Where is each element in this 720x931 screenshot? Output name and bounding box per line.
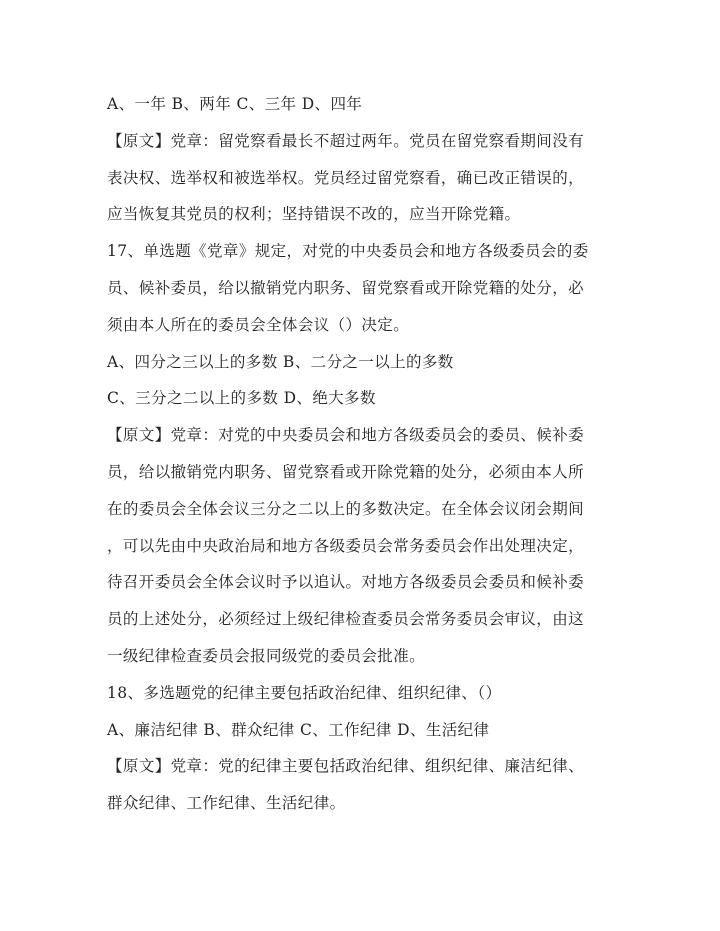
q17-options-line-1: A、四分之三以上的多数 B、二分之一以上的多数 <box>107 352 454 371</box>
q17-options-line-2: C、三分之二以上的多数 D、绝大多数 <box>107 389 376 408</box>
q17-question-line-1: 17、单选题《党章》规定，对党的中央委员会和地方各级委员会的委 <box>107 242 589 261</box>
document-body <box>107 86 607 822</box>
q17-source-line-7: 一级纪律检查委员会报同级党的委员会批准。 <box>107 646 426 665</box>
q16-source-line-2: 表决权、选举权和被选举权。党员经过留党察看，确已改正错误的， <box>107 168 585 187</box>
q17-source-line-3: 在的委员会全体会议三分之二以上的多数决定。在全体会议闭会期间 <box>107 499 585 518</box>
q17-question-line-2: 员、候补委员，给以撤销党内职务、留党察看或开除党籍的处分，必 <box>107 278 585 297</box>
q17-question-line-3: 须由本人所在的委员会全体会议（）决定。 <box>107 315 410 334</box>
q18-question-line: 18、多选题党的纪律主要包括政治纪律、组织纪律、（） <box>107 683 502 702</box>
q18-options-line: A、廉洁纪律 B、群众纪律 C、工作纪律 D、生活纪律 <box>107 720 490 739</box>
q17-source-line-2: 员，给以撤销党内职务、留党察看或开除党籍的处分，必须由本人所 <box>107 462 585 481</box>
q16-options-line: A、一年 B、两年 C、三年 D、四年 <box>107 95 363 113</box>
q17-source-line-6: 员的上述处分，必须经过上级纪律检查委员会常务委员会审议，由这 <box>107 610 585 629</box>
q17-source-line-4: ，可以先由中央政治局和地方各级委员会常务委员会作出处理决定， <box>107 536 585 555</box>
q16-source-line-3: 应当恢复其党员的权利；坚持错误不改的，应当开除党籍。 <box>107 205 521 224</box>
q18-source-line-2: 群众纪律、工作纪律、生活纪律。 <box>107 794 346 813</box>
q17-source-line-5: 待召开委员会全体会议时予以追认。对地方各级委员会委员和候补委 <box>107 573 585 592</box>
q18-source-line-1: 【原文】党章：党的纪律主要包括政治纪律、组织纪律、廉洁纪律、 <box>107 757 585 776</box>
q16-source-line-1: 【原文】党章：留党察看最长不超过两年。党员在留党察看期间没有 <box>107 131 585 150</box>
q17-source-line-1: 【原文】党章：对党的中央委员会和地方各级委员会的委员、候补委 <box>107 426 585 445</box>
